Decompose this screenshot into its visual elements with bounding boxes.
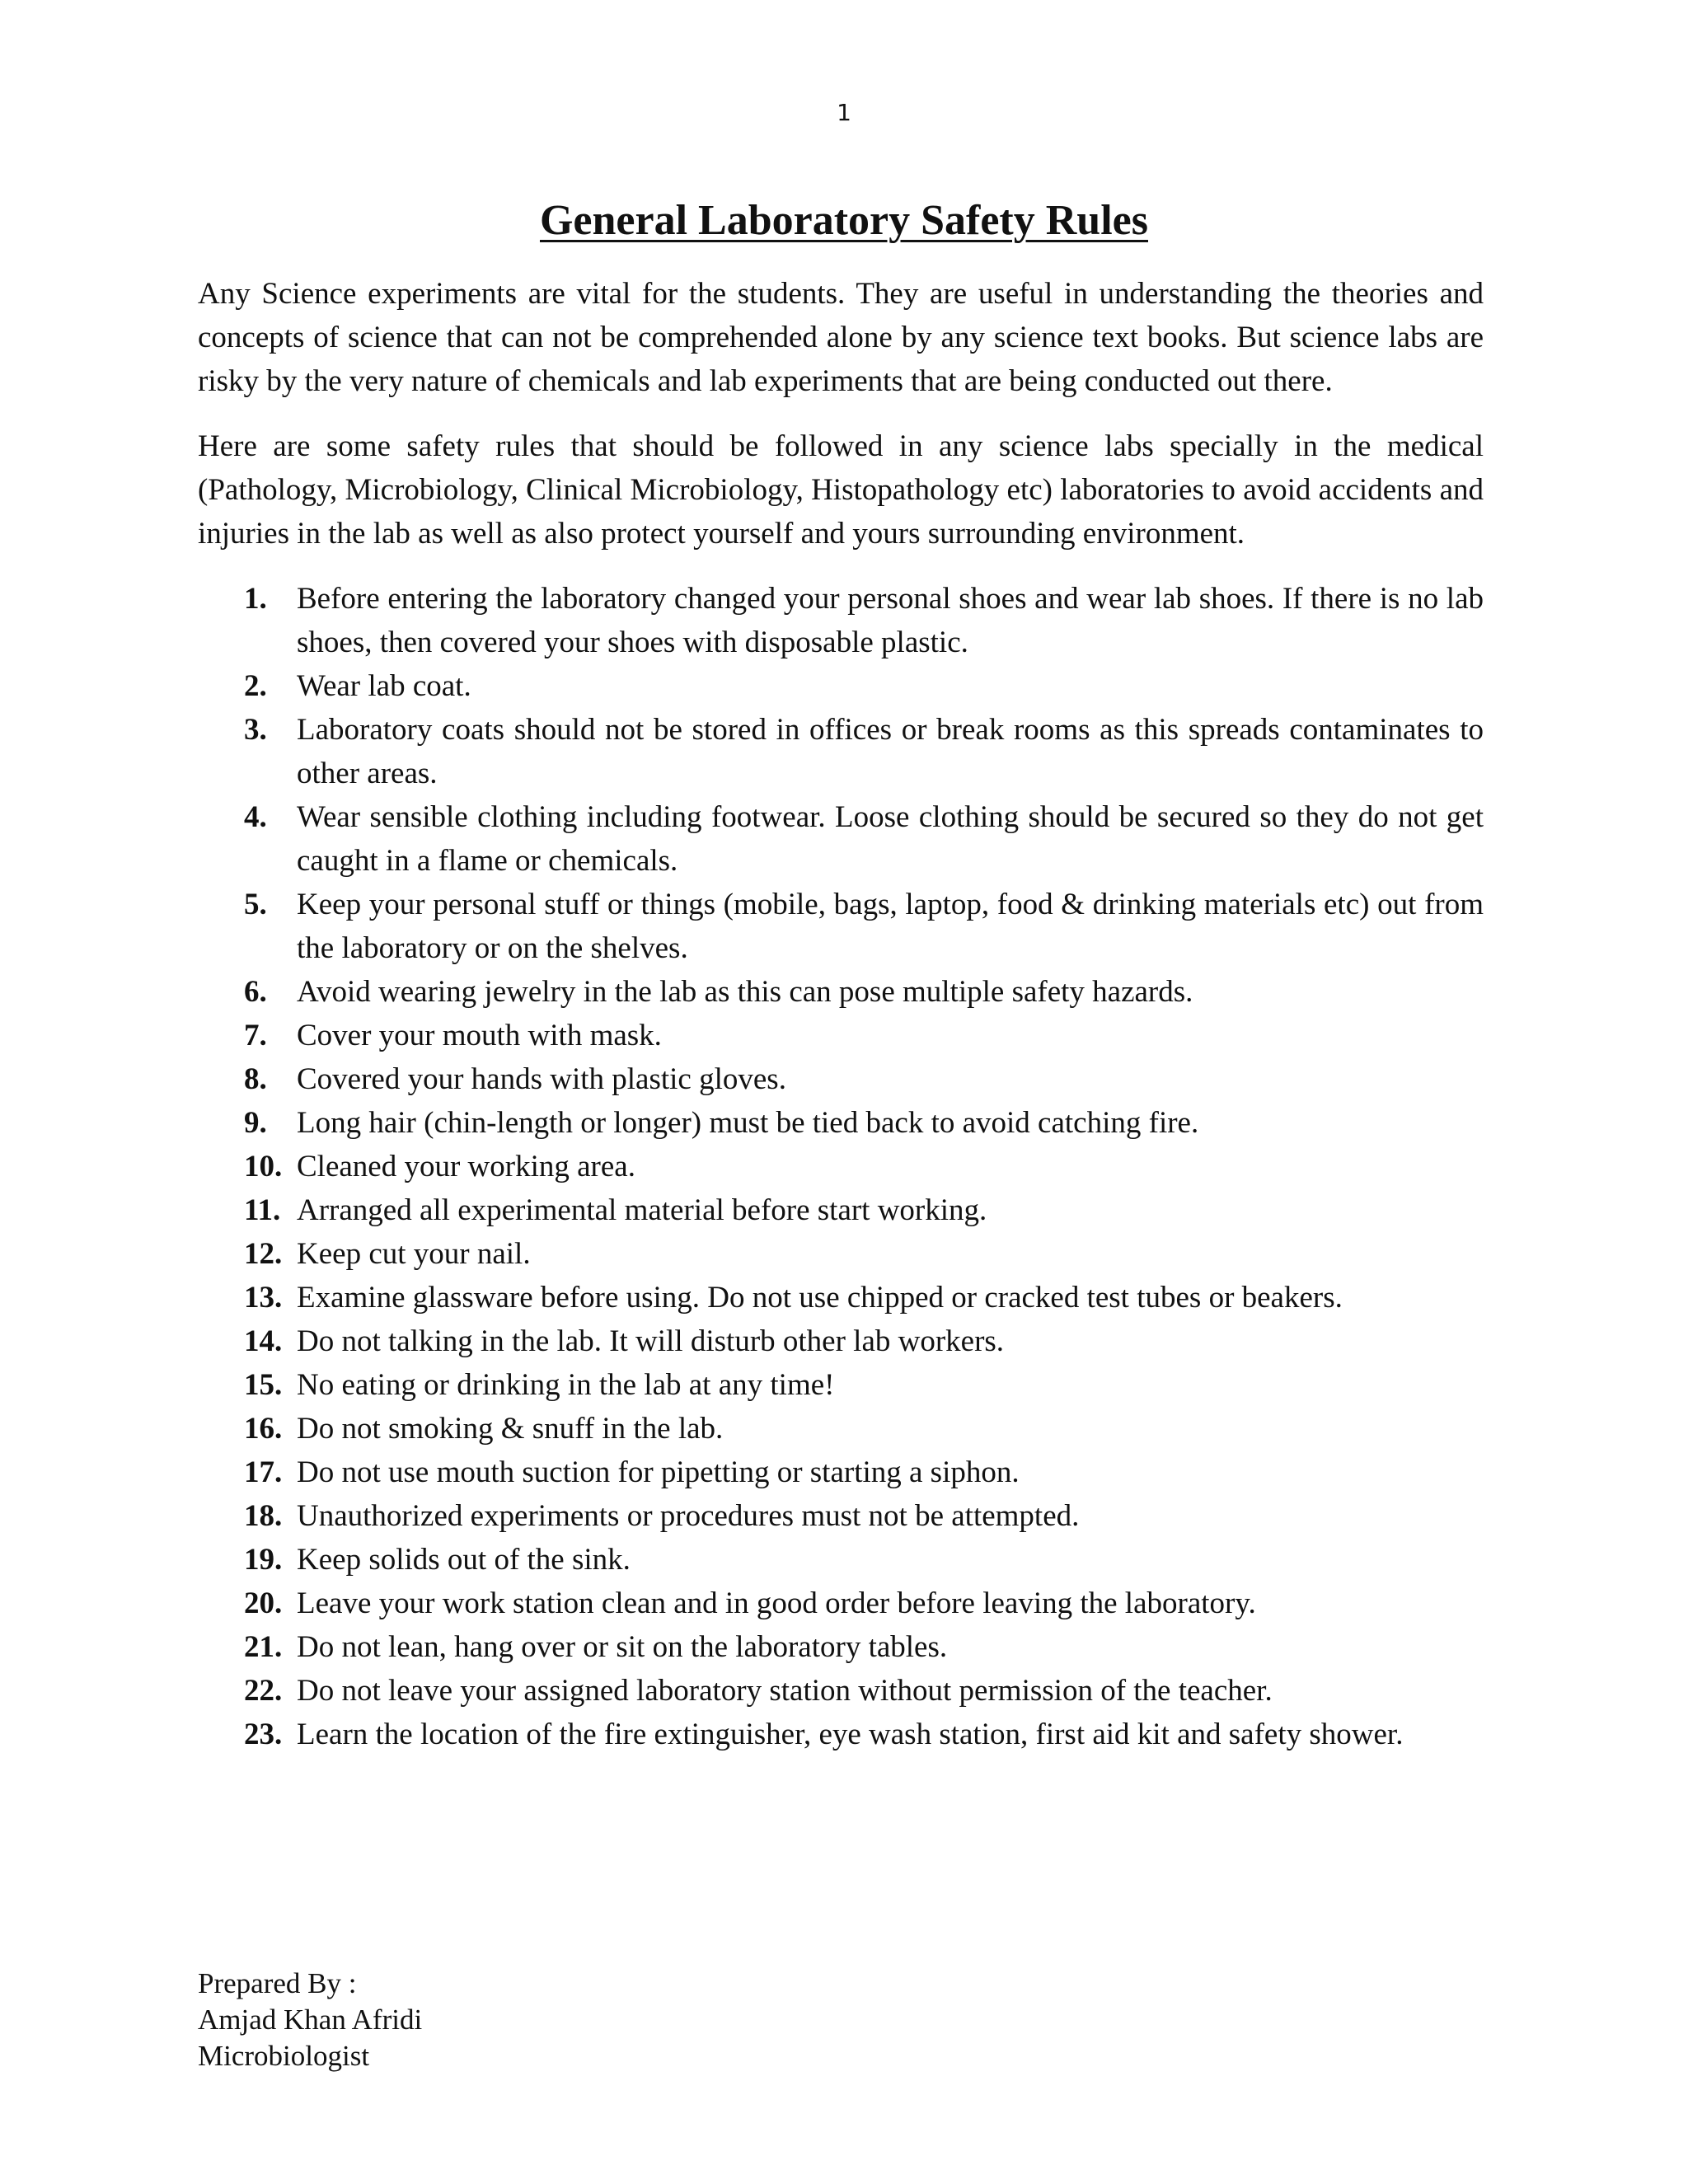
- rule-number: 9.: [244, 1106, 267, 1140]
- rule-number: 7.: [244, 1019, 267, 1052]
- rule-item: [198, 1188, 1484, 1232]
- rule-text: Do not smoking & snuff in the lab.: [297, 1412, 724, 1446]
- safety-rules-list: [198, 577, 1484, 1756]
- rule-text: Keep solids out of the sink.: [297, 1543, 631, 1577]
- rule-text: Leave your work station clean and in good order before leaving the laboratory.: [297, 1586, 1256, 1620]
- rule-text: Before entering the laboratory changed your personal shoes and wear lab shoes. If there is no lab shoes, then covered your shoes with disposable plastic.: [297, 582, 1484, 659]
- rule-text: Unauthorized experiments or procedures must not be attempted.: [297, 1499, 1080, 1533]
- rule-text: Avoid wearing jewelry in the lab as this can pose multiple safety hazards.: [297, 975, 1193, 1009]
- rule-number: 17.: [244, 1455, 283, 1489]
- rule-number: 20.: [244, 1586, 283, 1620]
- prepared-by-label: Prepared By :: [198, 1967, 357, 1999]
- rule-number: 4.: [244, 800, 267, 834]
- rule-item: [198, 1232, 1484, 1276]
- page-number: 1: [837, 99, 851, 126]
- rule-item: [198, 1145, 1484, 1188]
- rule-text: Do not use mouth suction for pipetting or starting a siphon.: [297, 1455, 1020, 1489]
- rule-item: [198, 1276, 1484, 1319]
- rule-text: Arranged all experimental material before start working.: [297, 1193, 987, 1227]
- prepared-by-block: [198, 1966, 775, 2074]
- rule-text: Long hair (chin-length or longer) must be tied back to avoid catching fire.: [297, 1106, 1199, 1140]
- rule-item: [198, 970, 1484, 1014]
- rule-number: 8.: [244, 1062, 267, 1096]
- rule-item: [198, 1407, 1484, 1451]
- rule-number: 11.: [244, 1193, 281, 1227]
- intro-paragraph-2: Here are some safety rules that should be followed in any science labs specially in the medical (Pathology, Microbiology, Clinical Microbiology, Histopathology etc) laboratories to avoid accidents and injuries in the lab as well as also protect yourself and yours surrounding environment.: [198, 429, 1484, 551]
- rule-number: 16.: [244, 1412, 283, 1446]
- intro-paragraph-1: Any Science experiments are vital for the students. They are useful in understanding the theories and concepts of science that can not be comprehended alone by any science text books. But science labs are risky by the very nature of chemicals and lab experiments that are being conducted out there.: [198, 277, 1484, 398]
- rule-number: 13.: [244, 1281, 283, 1315]
- page-title: General Laboratory Safety Rules: [539, 197, 1148, 244]
- rule-item: [198, 1319, 1484, 1363]
- rule-item: [198, 1713, 1484, 1756]
- rule-item: [198, 1625, 1484, 1669]
- rule-number: 3.: [244, 713, 267, 747]
- rule-item: [198, 1101, 1484, 1145]
- rule-number: 19.: [244, 1543, 283, 1577]
- author-name: Amjad Khan Afridi: [198, 2004, 423, 2036]
- rule-text: No eating or drinking in the lab at any time!: [297, 1368, 835, 1402]
- rule-number: 1.: [244, 582, 267, 616]
- rule-text: Laboratory coats should not be stored in offices or break rooms as this spreads contaminates to other areas.: [297, 713, 1484, 790]
- rule-number: 15.: [244, 1368, 283, 1402]
- rule-item: [198, 1057, 1484, 1101]
- rule-item: [198, 1669, 1484, 1713]
- rule-text: Do not lean, hang over or sit on the laboratory tables.: [297, 1630, 948, 1664]
- rule-text: Wear sensible clothing including footwear. Loose clothing should be secured so they do not get caught in a flame or chemicals.: [297, 800, 1484, 878]
- rule-text: Keep your personal stuff or things (mobile, bags, laptop, food & drinking materials etc) out from the laboratory or on the shelves.: [297, 888, 1484, 965]
- rule-text: Wear lab coat.: [297, 669, 471, 703]
- document-content: [198, 272, 1484, 1756]
- rule-item: [198, 1363, 1484, 1407]
- rule-item: [198, 708, 1484, 795]
- rule-number: 23.: [244, 1718, 283, 1751]
- rule-item: [198, 795, 1484, 883]
- rule-text: Do not leave your assigned laboratory station without permission of the teacher.: [297, 1674, 1273, 1708]
- rule-item: [198, 1451, 1484, 1494]
- rule-item: [198, 1582, 1484, 1625]
- rule-number: 12.: [244, 1237, 283, 1271]
- rule-item: [198, 1494, 1484, 1538]
- rule-item: [198, 577, 1484, 664]
- author-title: Microbiologist: [198, 2040, 370, 2072]
- rule-text: Cover your mouth with mask.: [297, 1019, 662, 1052]
- rule-text: Cleaned your working area.: [297, 1150, 635, 1183]
- rule-item: [198, 1014, 1484, 1057]
- rule-number: 6.: [244, 975, 267, 1009]
- rule-number: 22.: [244, 1674, 283, 1708]
- rule-text: Examine glassware before using. Do not use chipped or cracked test tubes or beakers.: [297, 1281, 1343, 1315]
- rule-number: 14.: [244, 1324, 283, 1358]
- rule-number: 10.: [244, 1150, 283, 1183]
- rule-item: [198, 883, 1484, 970]
- rule-text: Covered your hands with plastic gloves.: [297, 1062, 786, 1096]
- rule-text: Keep cut your nail.: [297, 1237, 531, 1271]
- rule-item: [198, 1538, 1484, 1582]
- rule-number: 21.: [244, 1630, 283, 1664]
- rule-text: Do not talking in the lab. It will disturb other lab workers.: [297, 1324, 1005, 1358]
- rule-item: [198, 664, 1484, 708]
- rule-text: Learn the location of the fire extinguisher, eye wash station, first aid kit and safety shower.: [297, 1718, 1404, 1751]
- rule-number: 5.: [244, 888, 267, 921]
- rule-number: 2.: [244, 669, 267, 703]
- rule-number: 18.: [244, 1499, 283, 1533]
